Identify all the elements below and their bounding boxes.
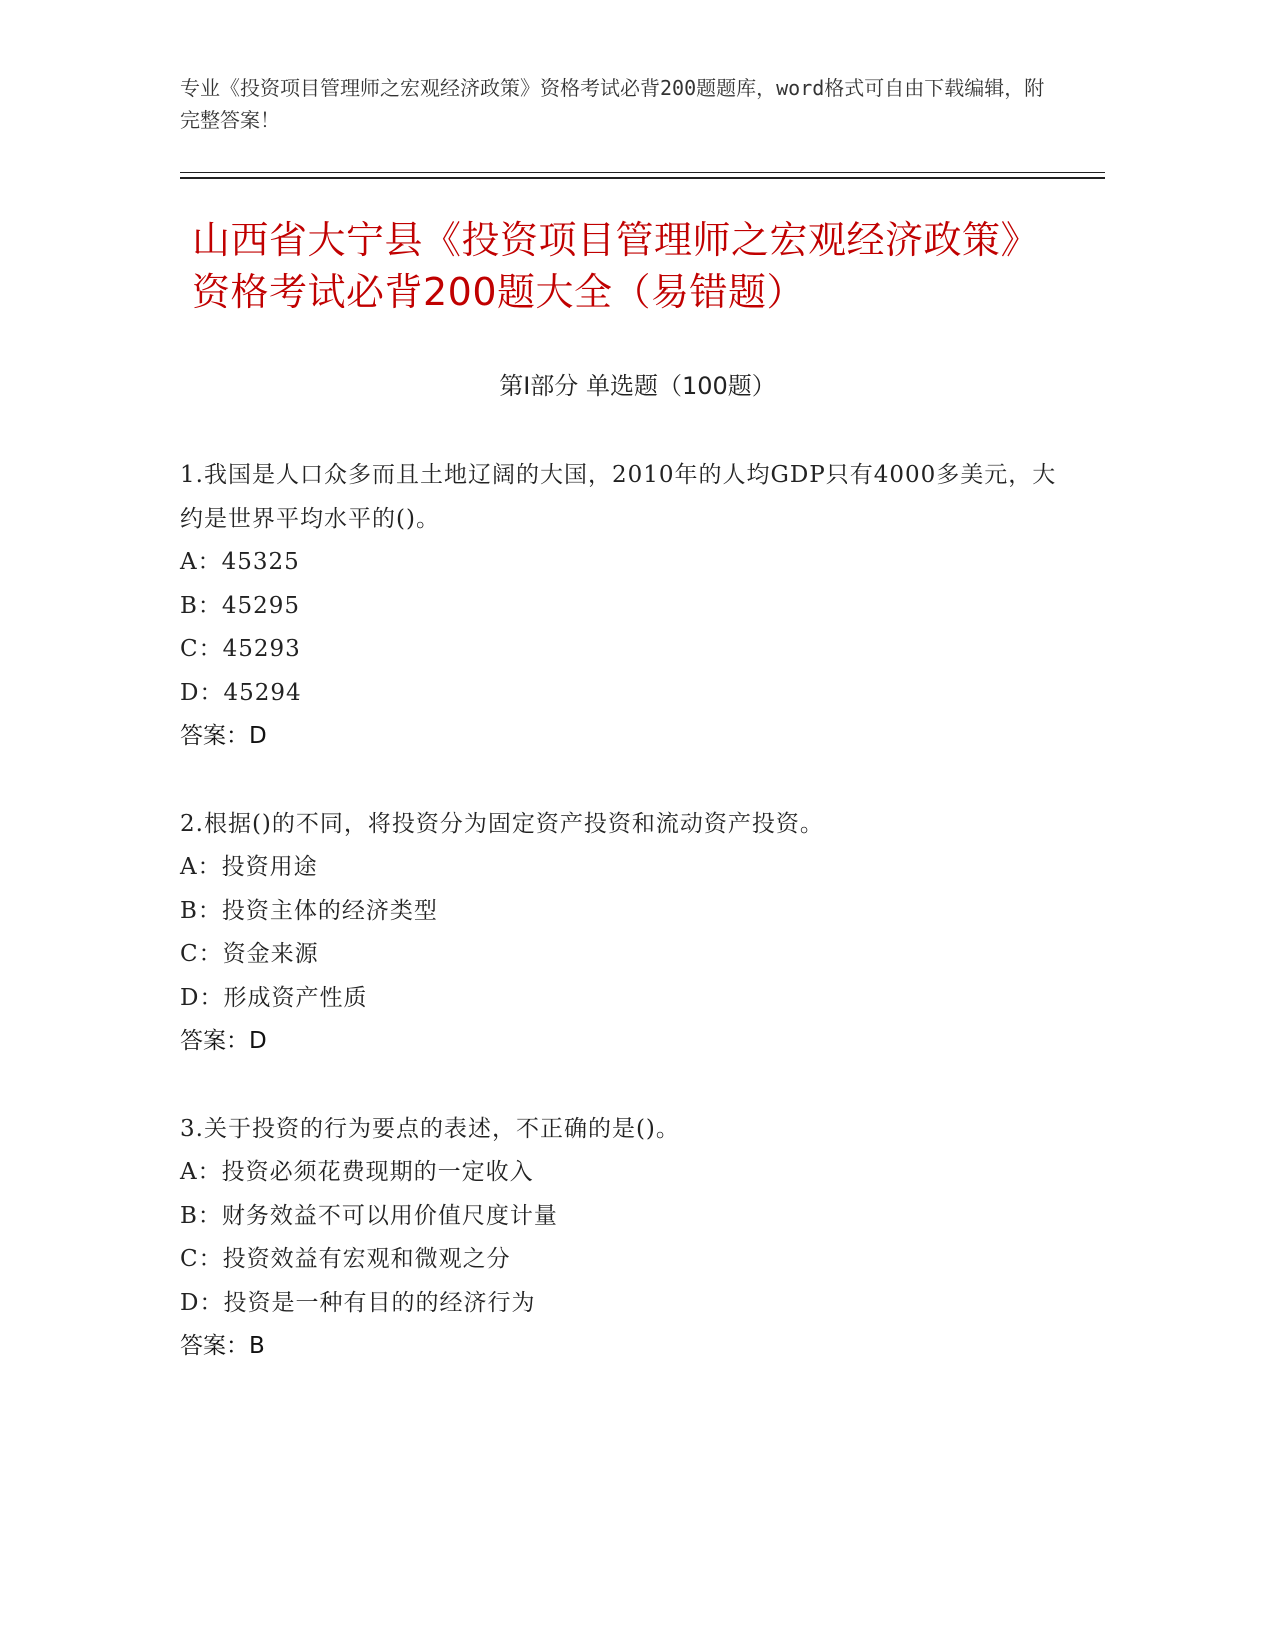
option-b: B：投资主体的经济类型 [180,897,438,924]
option-c: C：45293 [180,636,301,662]
option-d: D：投资是一种有目的的经济行为 [180,1289,536,1316]
option-a: A：投资用途 [180,854,318,880]
question-item [180,1108,1060,1369]
question-spacer [180,1064,1060,1108]
header-note: 专业《投资项目管理师之宏观经济政策》资格考试必背200题题库，word格式可自由下载编辑，附完整答案！ [180,76,1045,132]
option-d: D：形成资产性质 [180,984,368,1011]
question-stem: 1.我国是人口众多而且土地辽阔的大国，2010年的人均GDP只有4000多美元，大约是世界平均水平的()。 [180,462,1057,532]
header-divider-thin [180,172,1105,173]
answer-line: 答案：D [180,1028,267,1054]
option-d: D：45294 [180,679,302,706]
question-stem: 2.根据()的不同，将投资分为固定资产投资和流动资产投资。 [180,810,824,837]
question-stem: 3.关于投资的行为要点的表述，不正确的是()。 [180,1115,680,1142]
question-item [180,803,1060,1064]
question-item [180,454,1060,759]
section-heading: 第I部分 单选题（100题） [499,372,776,400]
answer-line: 答案：B [180,1333,265,1359]
question-list [180,454,1060,1369]
option-c: C：投资效益有宏观和微观之分 [180,1246,511,1272]
answer-line: 答案：D [180,723,267,749]
option-a: A：45325 [180,549,300,575]
header-divider-thick [180,177,1105,179]
option-b: B：45295 [180,592,301,619]
option-a: A：投资必须花费现期的一定收入 [180,1159,534,1185]
option-b: B：财务效益不可以用价值尺度计量 [180,1202,558,1229]
question-spacer [180,759,1060,803]
option-c: C：资金来源 [180,941,319,967]
document-title: 山西省大宁县《投资项目管理师之宏观经济政策》资格考试必背200题大全（易错题） [192,218,1040,314]
